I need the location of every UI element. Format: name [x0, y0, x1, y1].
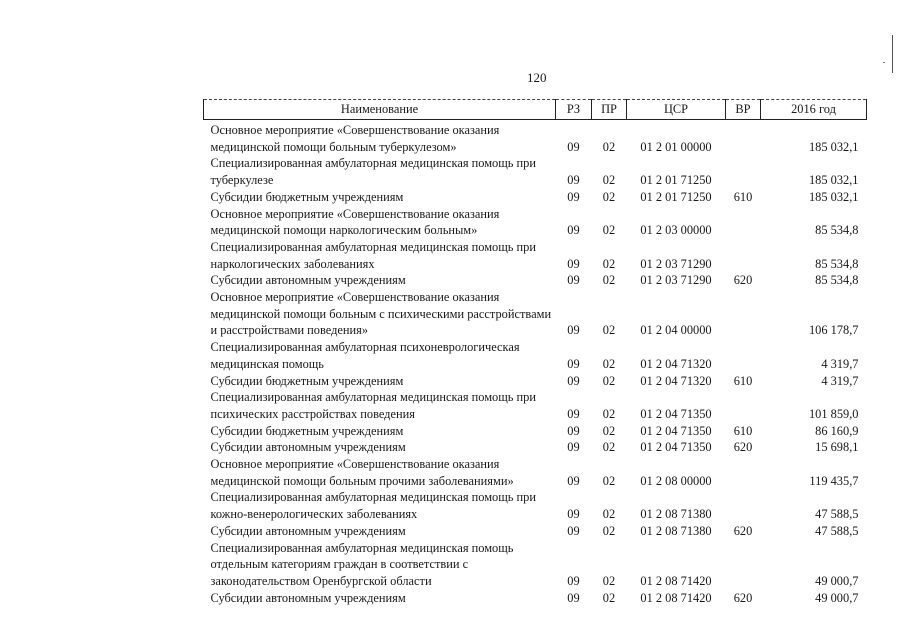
- row-name: Субсидии автономным учреждениям: [210, 590, 406, 605]
- row-vr: [726, 239, 761, 272]
- row-csr: 01 2 03 71290: [640, 256, 712, 271]
- row-vr: [726, 120, 761, 156]
- row-pr: 02: [602, 590, 616, 605]
- row-rz: 09: [567, 189, 580, 204]
- row-rz: 09: [567, 423, 580, 438]
- row-csr: 01 2 08 71420: [640, 590, 712, 605]
- row-csr: 01 2 01 71250: [640, 189, 712, 204]
- row-amount: 4 319,7: [821, 373, 859, 388]
- row-vr: 620: [733, 273, 753, 288]
- row-pr: 02: [602, 223, 616, 238]
- row-pr: 02: [602, 356, 616, 371]
- row-amount: 185 032,1: [808, 139, 859, 154]
- row-csr: 01 2 03 71290: [640, 273, 712, 288]
- row-name: Специализированная амбулаторная медицинская помощь при кожно-венерологических заболеваниях: [210, 490, 537, 522]
- row-rz: 09: [567, 273, 580, 288]
- row-pr: 02: [602, 423, 616, 438]
- column-header-year: 2016 год: [761, 100, 867, 120]
- row-rz: 09: [567, 523, 580, 538]
- row-pr: 02: [602, 473, 616, 488]
- table-row: [204, 339, 867, 372]
- row-name: Специализированная амбулаторная психоневрологическая медицинская помощь: [210, 340, 520, 371]
- row-rz: 09: [567, 440, 580, 455]
- row-csr: 01 2 01 71250: [640, 173, 712, 188]
- row-csr: 01 2 04 71320: [640, 356, 712, 371]
- row-pr: 02: [602, 507, 616, 522]
- row-csr: 01 2 04 71320: [640, 373, 712, 388]
- table-header-row: [204, 100, 867, 120]
- row-rz: 09: [567, 373, 580, 388]
- row-pr: 02: [602, 523, 616, 538]
- row-rz: 09: [567, 573, 580, 588]
- table-row: [204, 120, 867, 156]
- row-name: Основное мероприятие «Совершенствование оказания медицинской помощи больным туберкулезом»: [210, 123, 500, 154]
- table-row: [204, 389, 867, 422]
- row-vr: 610: [733, 373, 753, 388]
- row-amount: 49 000,7: [815, 573, 859, 588]
- row-rz: 09: [567, 139, 580, 154]
- row-csr: 01 2 04 71350: [640, 440, 712, 455]
- budget-table: [203, 99, 867, 606]
- row-vr: 620: [733, 590, 753, 605]
- row-amount: 85 534,8: [815, 256, 859, 271]
- row-vr: [726, 339, 761, 372]
- row-vr: 620: [733, 440, 753, 455]
- column-header-name: Наименование: [204, 100, 556, 120]
- row-rz: 09: [567, 256, 580, 271]
- table-row: [204, 289, 867, 339]
- row-amount: 47 588,5: [815, 523, 859, 538]
- table-row: [204, 540, 867, 590]
- table-row: [204, 523, 867, 540]
- row-vr: [726, 489, 761, 522]
- row-csr: 01 2 04 71350: [640, 423, 712, 438]
- row-name: Субсидии автономным учреждениям: [210, 523, 406, 538]
- row-amount: 47 588,5: [815, 507, 859, 522]
- row-amount: 119 435,7: [809, 473, 859, 488]
- row-amount: 86 160,9: [815, 423, 859, 438]
- row-pr: 02: [602, 173, 616, 188]
- row-amount: 4 319,7: [821, 356, 859, 371]
- scan-edge-mark: [883, 62, 885, 63]
- row-amount: 101 859,0: [808, 406, 859, 421]
- table-body: [204, 120, 867, 607]
- row-name: Специализированная амбулаторная медицинская помощь при психических расстройствах поведения: [210, 390, 537, 421]
- row-vr: [726, 456, 761, 489]
- row-name: Субсидии бюджетным учреждениям: [210, 373, 404, 388]
- row-vr: 610: [733, 423, 753, 438]
- row-vr: [726, 289, 761, 339]
- table-row: [204, 456, 867, 489]
- row-vr: 610: [733, 189, 753, 204]
- row-amount: 49 000,7: [815, 590, 859, 605]
- row-vr: [726, 155, 761, 188]
- row-amount: 85 534,8: [815, 223, 859, 238]
- row-amount: 85 534,8: [815, 273, 859, 288]
- row-pr: 02: [602, 273, 616, 288]
- row-rz: 09: [567, 507, 580, 522]
- page-number: 120: [527, 70, 547, 85]
- row-vr: [726, 206, 761, 239]
- row-name: Субсидии автономным учреждениям: [210, 273, 406, 288]
- row-csr: 01 2 08 71420: [640, 573, 712, 588]
- column-header-vr: ВР: [726, 100, 761, 120]
- row-csr: 01 2 08 71380: [640, 507, 712, 522]
- table-row: [204, 272, 867, 289]
- row-csr: 01 2 08 71380: [640, 523, 712, 538]
- row-name: Специализированная амбулаторная медицинская помощь отдельным категориям граждан в соответствии с законодательством Оренбургской области: [210, 540, 514, 588]
- row-amount: 106 178,7: [808, 323, 859, 338]
- row-csr: 01 2 08 00000: [640, 473, 712, 488]
- row-rz: 09: [567, 173, 580, 188]
- row-rz: 09: [567, 473, 580, 488]
- row-amount: 15 698,1: [815, 440, 859, 455]
- row-name: Основное мероприятие «Совершенствование оказания медицинской помощи наркологическим больным»: [210, 206, 500, 238]
- column-header-csr: ЦСР: [627, 100, 726, 120]
- row-pr: 02: [602, 440, 616, 455]
- table-row: [204, 423, 867, 440]
- row-rz: 09: [567, 356, 580, 371]
- row-rz: 09: [567, 406, 580, 421]
- row-csr: 01 2 04 71350: [640, 406, 712, 421]
- row-name: Субсидии автономным учреждениям: [210, 440, 406, 455]
- row-vr: 620: [733, 523, 753, 538]
- table-row: [204, 155, 867, 188]
- row-pr: 02: [602, 406, 616, 421]
- table-row: [204, 373, 867, 390]
- row-pr: 02: [602, 189, 616, 204]
- row-name: Специализированная амбулаторная медицинская помощь при наркологических заболеваниях: [210, 239, 537, 271]
- row-vr: [726, 389, 761, 422]
- row-pr: 02: [602, 573, 616, 588]
- table-row: [204, 206, 867, 239]
- row-vr: [726, 540, 761, 590]
- row-csr: 01 2 04 00000: [640, 323, 712, 338]
- row-name: Субсидии бюджетным учреждениям: [210, 189, 404, 204]
- row-csr: 01 2 03 00000: [640, 223, 712, 238]
- row-pr: 02: [602, 373, 616, 388]
- row-name: Основное мероприятие «Совершенствование оказания медицинской помощи больным с психическими расстройствами и расстройствами поведения»: [210, 290, 552, 338]
- row-pr: 02: [602, 323, 616, 338]
- column-header-rz: РЗ: [556, 100, 592, 120]
- table-row: [204, 189, 867, 206]
- row-rz: 09: [567, 323, 580, 338]
- column-header-pr: ПР: [592, 100, 627, 120]
- row-pr: 02: [602, 139, 616, 154]
- scan-edge-mark: [892, 35, 893, 73]
- row-rz: 09: [567, 590, 580, 605]
- row-amount: 185 032,1: [808, 189, 859, 204]
- row-name: Основное мероприятие «Совершенствование оказания медицинской помощи больным прочими заболеваниями»: [210, 457, 514, 488]
- row-amount: 185 032,1: [808, 173, 859, 188]
- row-pr: 02: [602, 256, 616, 271]
- table-row: [204, 239, 867, 272]
- table-row: [204, 590, 867, 607]
- row-name: Субсидии бюджетным учреждениям: [210, 423, 404, 438]
- row-csr: 01 2 01 00000: [640, 139, 712, 154]
- table-row: [204, 439, 867, 456]
- row-name: Специализированная амбулаторная медицинская помощь при туберкулезе: [210, 156, 537, 188]
- row-rz: 09: [567, 223, 580, 238]
- table-row: [204, 489, 867, 522]
